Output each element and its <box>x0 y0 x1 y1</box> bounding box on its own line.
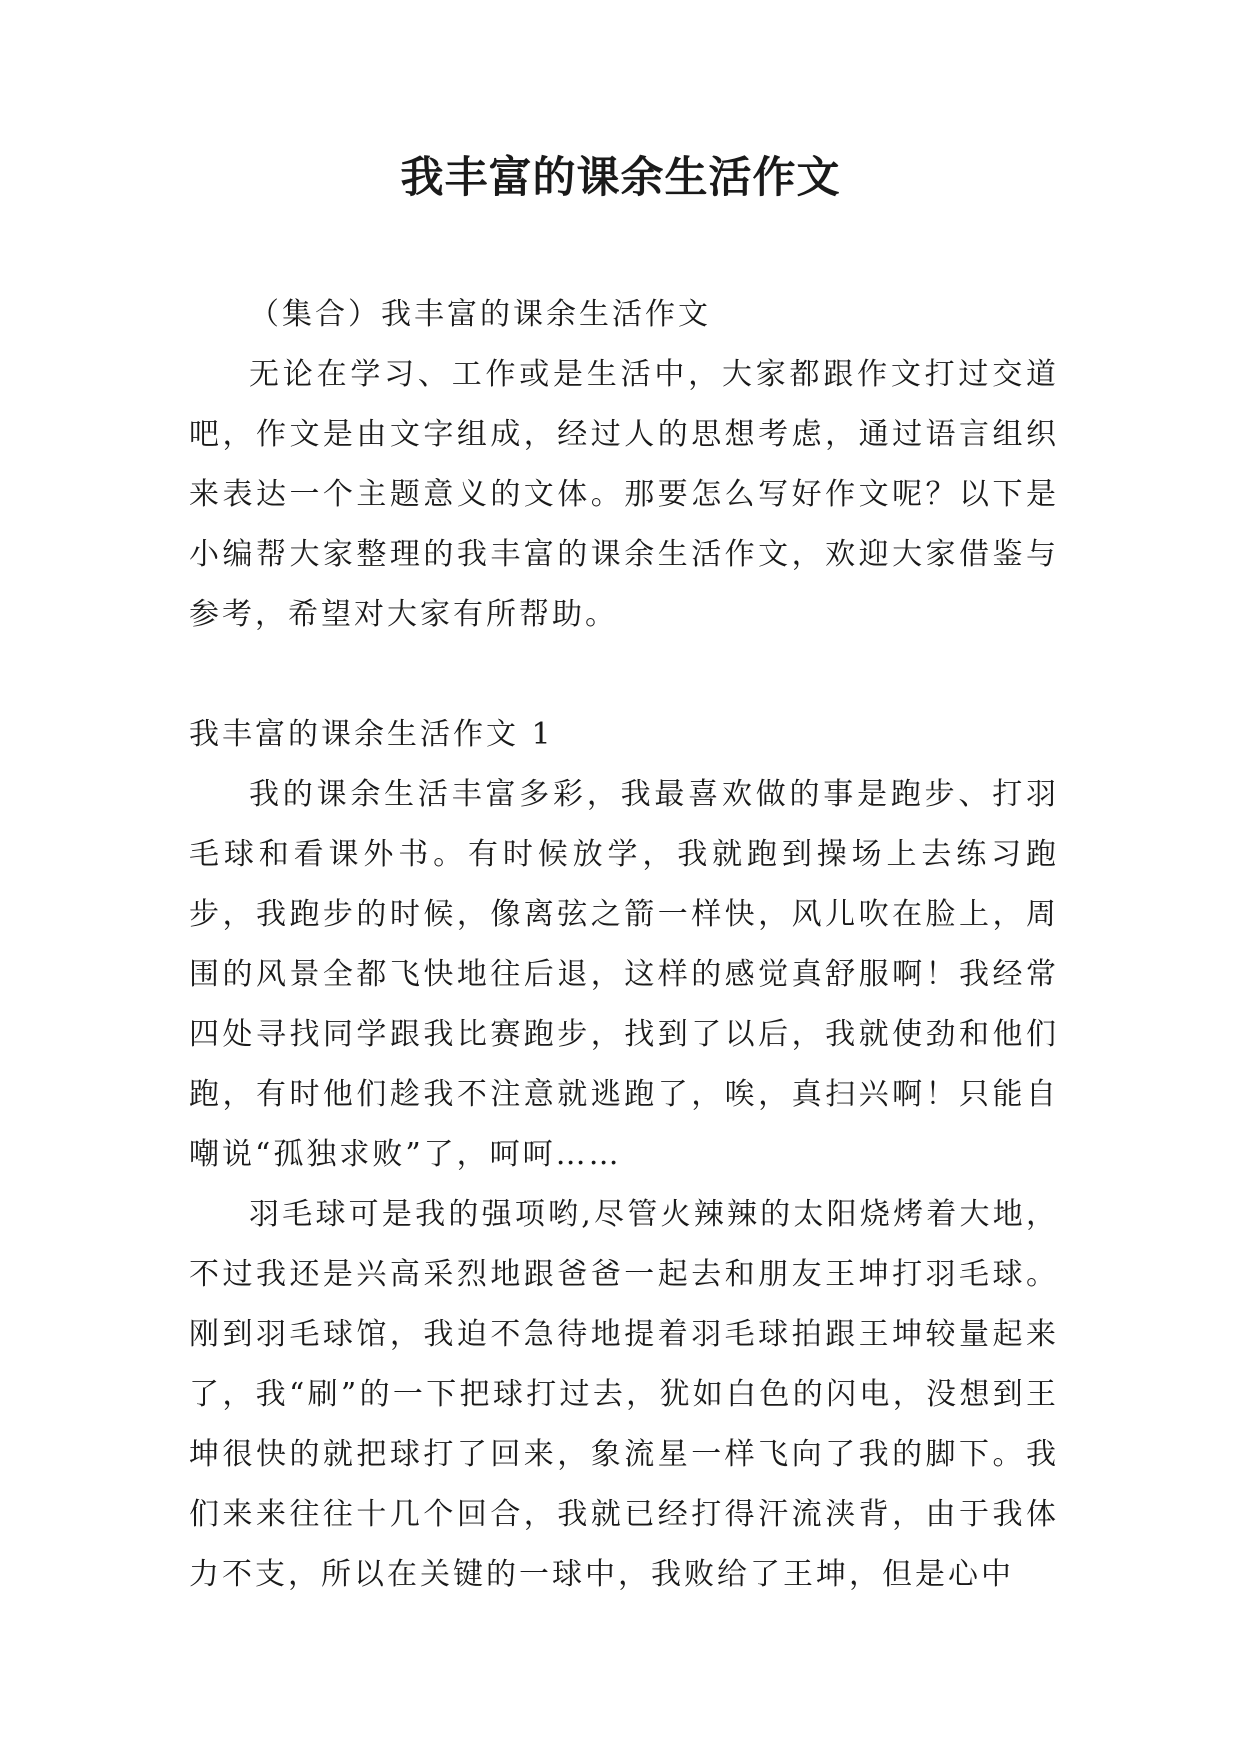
section-heading: 我丰富的课余生活作文 1 <box>189 717 554 752</box>
essay-paragraph-1: 我的课余生活丰富多彩，我最喜欢做的事是跑步、打羽毛球和看课外书。有时候放学，我就跑到操场上去练习跑步，我跑步的时候，像离弦之箭一样快，风儿吹在脸上，周围的风景全都飞快地往后退，这样的感觉真舒服啊！我经常四处寻找同学跟我比赛跑步，找到了以后，我就使劲和他们跑，有时他们趁我不注意就逃跑了，唉，真扫兴啊！只能自嘲说“孤独求败”了，呵呵…… <box>189 777 1059 1172</box>
intro-paragraph: 无论在学习、工作或是生活中，大家都跟作文打过交道吧，作文是由文字组成，经过人的思想考虑，通过语言组织来表达一个主题意义的文体。那要怎么写好作文呢？以下是小编帮大家整理的我丰富的课余生活作文，欢迎大家借鉴与参考，希望对大家有所帮助。 <box>189 357 1059 632</box>
essay-paragraph-2: 羽毛球可是我的强项哟,尽管火辣辣的太阳烧烤着大地，不过我还是兴高采烈地跟爸爸一起去和朋友王坤打羽毛球。刚到羽毛球馆，我迫不急待地提着羽毛球拍跟王坤较量起来了，我“刷”的一下把球打过去，犹如白色的闪电，没想到王坤很快的就把球打了回来，象流星一样飞向了我的脚下。我们来来往往十几个回合，我就已经打得汗流浃背，由于我体力不支，所以在关键的一球中，我败给了王坤，但是心中 <box>189 1197 1059 1592</box>
section-gap <box>189 645 1059 705</box>
document-title: 我丰富的课余生活作文 <box>400 153 841 203</box>
document-body <box>189 285 1059 1605</box>
intro-heading: （集合）我丰富的课余生活作文 <box>249 297 711 332</box>
